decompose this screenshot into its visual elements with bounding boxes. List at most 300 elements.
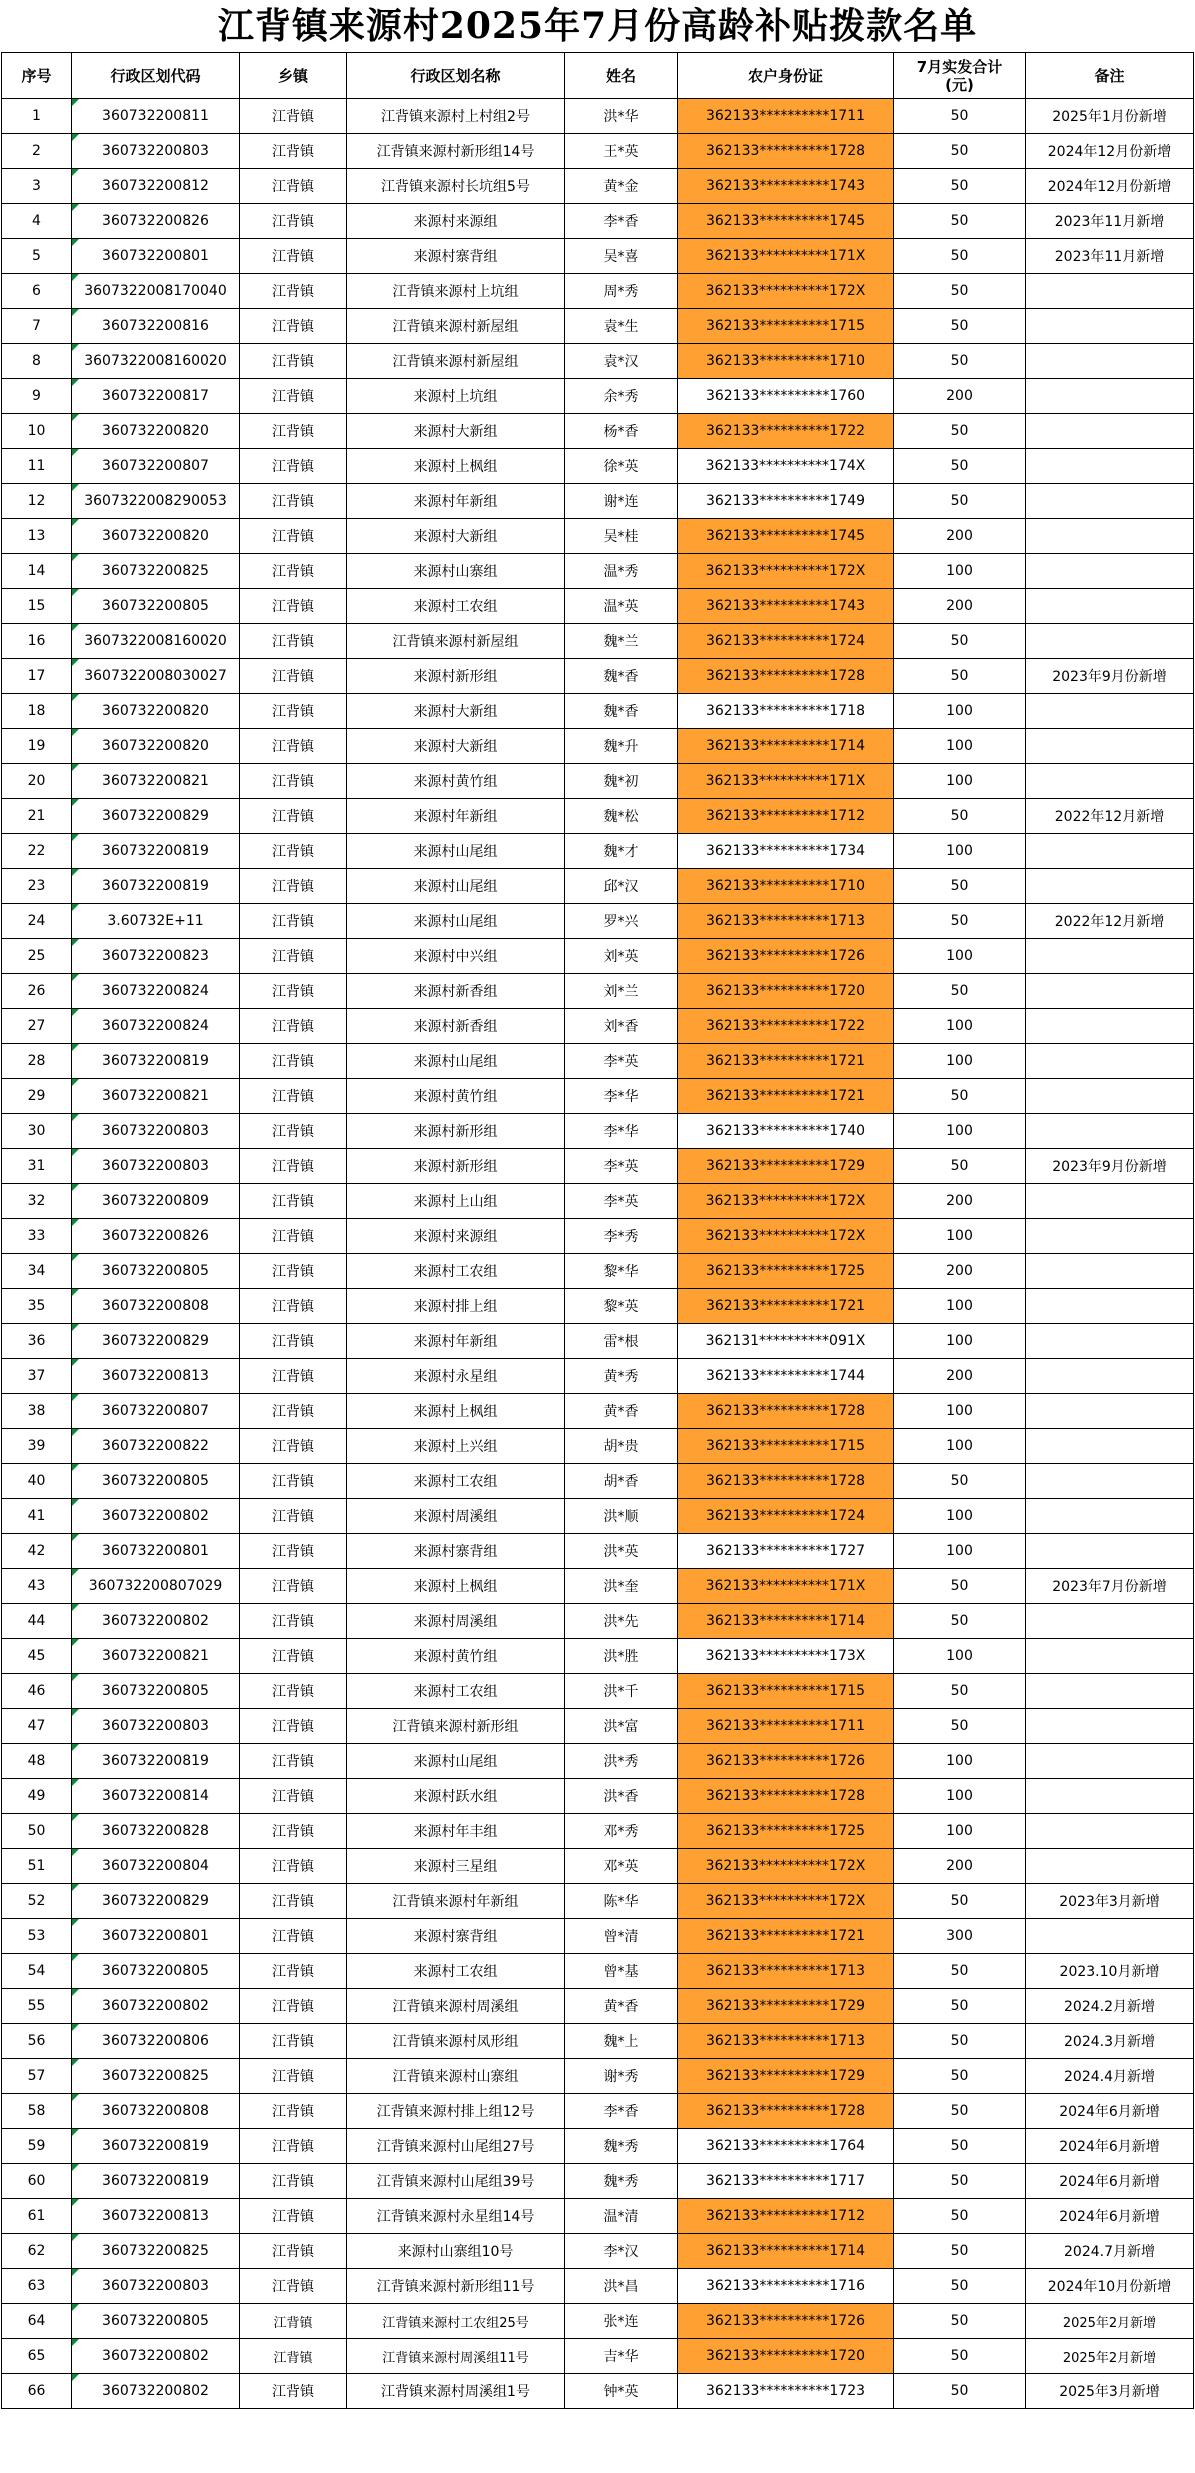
- cell-seq: 32: [2, 1184, 72, 1219]
- cell-seq: 43: [2, 1569, 72, 1604]
- cell-note: 2024年6月新增: [1026, 2199, 1194, 2234]
- cell-id: 362133**********1721: [678, 1044, 894, 1079]
- cell-amount: 50: [894, 2129, 1026, 2164]
- cell-note: [1026, 1779, 1194, 1814]
- cell-area-name: 来源村新香组: [347, 974, 565, 1009]
- table-row: [2, 659, 1194, 694]
- cell-amount: 50: [894, 2234, 1026, 2269]
- cell-name: 邓*英: [565, 1849, 678, 1884]
- cell-name: 魏*香: [565, 694, 678, 729]
- cell-amount: 100: [894, 1814, 1026, 1849]
- cell-name: 吴*桂: [565, 519, 678, 554]
- cell-note: [1026, 1079, 1194, 1114]
- cell-area-name: 江背镇来源村工农组25号: [347, 2304, 565, 2339]
- table-row: [2, 204, 1194, 239]
- cell-id: 362133**********1718: [678, 694, 894, 729]
- cell-amount: 50: [894, 1464, 1026, 1499]
- cell-note: [1026, 869, 1194, 904]
- cell-town: 江背镇: [240, 1114, 347, 1149]
- cell-town: 江背镇: [240, 2199, 347, 2234]
- table-row: [2, 1814, 1194, 1849]
- cell-name: 刘*英: [565, 939, 678, 974]
- cell-town: 江背镇: [240, 134, 347, 169]
- table-row: [2, 729, 1194, 764]
- cell-code: 3607322008290053: [72, 484, 240, 519]
- cell-area-name: 来源村上枫组: [347, 449, 565, 484]
- cell-town: 江背镇: [240, 2304, 347, 2339]
- cell-town: 江背镇: [240, 1079, 347, 1114]
- cell-town: 江背镇: [240, 1219, 347, 1254]
- cell-id: 362133**********1716: [678, 2269, 894, 2304]
- cell-id: 362133**********1724: [678, 1499, 894, 1534]
- cell-code: 360732200813: [72, 2199, 240, 2234]
- cell-town: 江背镇: [240, 1849, 347, 1884]
- cell-note: [1026, 1394, 1194, 1429]
- cell-id: 362133**********172X: [678, 1184, 894, 1219]
- cell-seq: 50: [2, 1814, 72, 1849]
- cell-amount: 50: [894, 2374, 1026, 2409]
- table-row: [2, 1884, 1194, 1919]
- cell-note: [1026, 589, 1194, 624]
- cell-note: 2024.2月新增: [1026, 1989, 1194, 2024]
- cell-note: 2022年12月新增: [1026, 904, 1194, 939]
- cell-amount: 50: [894, 1604, 1026, 1639]
- cell-id: 362133**********1715: [678, 309, 894, 344]
- cell-seq: 16: [2, 624, 72, 659]
- table-row: [2, 484, 1194, 519]
- cell-town: 江背镇: [240, 519, 347, 554]
- cell-amount: 50: [894, 799, 1026, 834]
- cell-note: 2024.3月新增: [1026, 2024, 1194, 2059]
- cell-id: 362133**********1721: [678, 1919, 894, 1954]
- cell-id: 362133**********1728: [678, 659, 894, 694]
- table-row: [2, 309, 1194, 344]
- table-body: [2, 99, 1194, 2409]
- cell-town: 江背镇: [240, 904, 347, 939]
- cell-amount: 50: [894, 239, 1026, 274]
- cell-code: 360732200808: [72, 2094, 240, 2129]
- cell-amount: 100: [894, 1394, 1026, 1429]
- cell-code: 360732200822: [72, 1429, 240, 1464]
- cell-name: 魏*兰: [565, 624, 678, 659]
- cell-name: 邓*秀: [565, 1814, 678, 1849]
- cell-seq: 8: [2, 344, 72, 379]
- cell-code: 360732200811: [72, 99, 240, 134]
- cell-seq: 46: [2, 1674, 72, 1709]
- cell-amount: 50: [894, 99, 1026, 134]
- subsidy-table: [1, 52, 1194, 2409]
- cell-id: 362133**********1715: [678, 1674, 894, 1709]
- table-row: [2, 869, 1194, 904]
- cell-name: 李*秀: [565, 1219, 678, 1254]
- cell-town: 江背镇: [240, 1499, 347, 1534]
- cell-code: 360732200826: [72, 1219, 240, 1254]
- cell-code: 360732200821: [72, 764, 240, 799]
- cell-seq: 52: [2, 1884, 72, 1919]
- cell-area-name: 来源村三星组: [347, 1849, 565, 1884]
- cell-note: [1026, 379, 1194, 414]
- cell-id: 362133**********1726: [678, 1744, 894, 1779]
- cell-name: 洪*富: [565, 1709, 678, 1744]
- cell-seq: 6: [2, 274, 72, 309]
- header-id: 农户身份证: [678, 53, 894, 99]
- cell-town: 江背镇: [240, 1674, 347, 1709]
- table-row: [2, 1149, 1194, 1184]
- cell-seq: 12: [2, 484, 72, 519]
- cell-note: [1026, 1464, 1194, 1499]
- cell-area-name: 来源村周溪组: [347, 1499, 565, 1534]
- table-row: [2, 1044, 1194, 1079]
- table-row: [2, 1429, 1194, 1464]
- cell-note: [1026, 1674, 1194, 1709]
- cell-id: 362133**********1722: [678, 1009, 894, 1044]
- cell-note: [1026, 1814, 1194, 1849]
- cell-note: 2023.10月新增: [1026, 1954, 1194, 1989]
- cell-seq: 45: [2, 1639, 72, 1674]
- cell-name: 李*华: [565, 1079, 678, 1114]
- cell-note: 2024年6月新增: [1026, 2094, 1194, 2129]
- cell-amount: 50: [894, 414, 1026, 449]
- table-row: [2, 1289, 1194, 1324]
- cell-code: 360732200802: [72, 1499, 240, 1534]
- cell-name: 李*香: [565, 204, 678, 239]
- cell-note: [1026, 1009, 1194, 1044]
- cell-name: 周*秀: [565, 274, 678, 309]
- cell-code: 360732200825: [72, 2234, 240, 2269]
- cell-town: 江背镇: [240, 1254, 347, 1289]
- cell-id: 362133**********1724: [678, 624, 894, 659]
- table-row: [2, 1744, 1194, 1779]
- cell-note: 2024年6月新增: [1026, 2129, 1194, 2164]
- table-row: [2, 1569, 1194, 1604]
- cell-town: 江背镇: [240, 2234, 347, 2269]
- cell-name: 刘*兰: [565, 974, 678, 1009]
- cell-note: [1026, 484, 1194, 519]
- cell-area-name: 来源村大新组: [347, 414, 565, 449]
- table-row: [2, 1009, 1194, 1044]
- cell-seq: 35: [2, 1289, 72, 1324]
- cell-area-name: 来源村上山组: [347, 1184, 565, 1219]
- cell-name: 吉*华: [565, 2339, 678, 2374]
- cell-amount: 300: [894, 1919, 1026, 1954]
- table-row: [2, 764, 1194, 799]
- cell-code: 360732200819: [72, 869, 240, 904]
- page-title: 江背镇来源村2025年7月份高龄补贴拨款名单: [217, 5, 978, 47]
- cell-town: 江背镇: [240, 1289, 347, 1324]
- cell-amount: 50: [894, 169, 1026, 204]
- cell-seq: 64: [2, 2304, 72, 2339]
- header-code: 行政区划代码: [72, 53, 240, 99]
- cell-town: 江背镇: [240, 414, 347, 449]
- cell-seq: 13: [2, 519, 72, 554]
- cell-amount: 100: [894, 1499, 1026, 1534]
- table-row: [2, 1534, 1194, 1569]
- cell-town: 江背镇: [240, 2129, 347, 2164]
- cell-id: 362133**********1722: [678, 414, 894, 449]
- cell-area-name: 来源村上枫组: [347, 1569, 565, 1604]
- cell-name: 邱*汉: [565, 869, 678, 904]
- cell-area-name: 江背镇来源村排上组12号: [347, 2094, 565, 2129]
- cell-note: 2023年3月新增: [1026, 1884, 1194, 1919]
- cell-area-name: 江背镇来源村上坑组: [347, 274, 565, 309]
- cell-note: 2025年3月新增: [1026, 2374, 1194, 2409]
- cell-code: 360732200813: [72, 1359, 240, 1394]
- cell-name: 黄*秀: [565, 1359, 678, 1394]
- cell-name: 魏*松: [565, 799, 678, 834]
- cell-id: 362133**********1713: [678, 1954, 894, 1989]
- cell-id: 362133**********1712: [678, 2199, 894, 2234]
- cell-seq: 56: [2, 2024, 72, 2059]
- cell-seq: 47: [2, 1709, 72, 1744]
- cell-id: 362133**********1743: [678, 169, 894, 204]
- cell-seq: 39: [2, 1429, 72, 1464]
- cell-code: 360732200824: [72, 1009, 240, 1044]
- cell-amount: 50: [894, 2304, 1026, 2339]
- cell-id: 362133**********174X: [678, 449, 894, 484]
- table-row: [2, 2094, 1194, 2129]
- cell-amount: 50: [894, 659, 1026, 694]
- cell-area-name: 来源村上枫组: [347, 1394, 565, 1429]
- cell-area-name: 来源村排上组: [347, 1289, 565, 1324]
- cell-id: 362133**********1725: [678, 1814, 894, 1849]
- cell-amount: 50: [894, 1884, 1026, 1919]
- cell-town: 江背镇: [240, 659, 347, 694]
- cell-note: [1026, 449, 1194, 484]
- cell-town: 江背镇: [240, 1604, 347, 1639]
- cell-town: 江背镇: [240, 694, 347, 729]
- cell-code: 360732200820: [72, 694, 240, 729]
- cell-code: 360732200825: [72, 2059, 240, 2094]
- cell-amount: 100: [894, 1429, 1026, 1464]
- cell-seq: 41: [2, 1499, 72, 1534]
- cell-area-name: 江背镇来源村长坑组5号: [347, 169, 565, 204]
- cell-note: [1026, 1534, 1194, 1569]
- cell-area-name: 来源村工农组: [347, 589, 565, 624]
- cell-id: 362133**********1713: [678, 904, 894, 939]
- cell-town: 江背镇: [240, 1919, 347, 1954]
- cell-name: 余*秀: [565, 379, 678, 414]
- cell-code: 360732200829: [72, 1324, 240, 1359]
- cell-code: 360732200828: [72, 1814, 240, 1849]
- cell-seq: 63: [2, 2269, 72, 2304]
- cell-town: 江背镇: [240, 729, 347, 764]
- cell-code: 360732200812: [72, 169, 240, 204]
- cell-amount: 100: [894, 1779, 1026, 1814]
- cell-seq: 48: [2, 1744, 72, 1779]
- cell-seq: 14: [2, 554, 72, 589]
- cell-amount: 50: [894, 1149, 1026, 1184]
- cell-town: 江背镇: [240, 1569, 347, 1604]
- table-row: [2, 1639, 1194, 1674]
- cell-area-name: 江背镇来源村新形组: [347, 1709, 565, 1744]
- cell-name: 钟*英: [565, 2374, 678, 2409]
- cell-id: 362133**********1711: [678, 99, 894, 134]
- cell-seq: 40: [2, 1464, 72, 1499]
- table-row: [2, 624, 1194, 659]
- cell-code: 360732200809: [72, 1184, 240, 1219]
- table-row: [2, 1359, 1194, 1394]
- cell-code: 360732200814: [72, 1779, 240, 1814]
- table-row: [2, 2269, 1194, 2304]
- cell-name: 雷*根: [565, 1324, 678, 1359]
- cell-name: 王*英: [565, 134, 678, 169]
- cell-area-name: 来源村大新组: [347, 519, 565, 554]
- cell-seq: 60: [2, 2164, 72, 2199]
- cell-area-name: 来源村山尾组: [347, 1744, 565, 1779]
- header-amount: 7月实发合计 (元): [894, 53, 1026, 99]
- cell-area-name: 来源村山寨组: [347, 554, 565, 589]
- table-row: [2, 589, 1194, 624]
- cell-name: 李*英: [565, 1149, 678, 1184]
- cell-id: 362133**********1728: [678, 1464, 894, 1499]
- cell-code: 360732200805: [72, 1954, 240, 1989]
- cell-seq: 1: [2, 99, 72, 134]
- table-row: [2, 2234, 1194, 2269]
- cell-area-name: 来源村跃水组: [347, 1779, 565, 1814]
- cell-id: 362133**********1721: [678, 1289, 894, 1324]
- cell-town: 江背镇: [240, 1884, 347, 1919]
- cell-amount: 50: [894, 974, 1026, 1009]
- cell-name: 黎*英: [565, 1289, 678, 1324]
- table-row: [2, 1254, 1194, 1289]
- cell-area-name: 江背镇来源村周溪组: [347, 1989, 565, 2024]
- cell-name: 洪*先: [565, 1604, 678, 1639]
- cell-id: 362133**********1744: [678, 1359, 894, 1394]
- cell-note: 2023年9月份新增: [1026, 1149, 1194, 1184]
- cell-note: [1026, 519, 1194, 554]
- cell-name: 洪*香: [565, 1779, 678, 1814]
- cell-note: 2023年11月新增: [1026, 204, 1194, 239]
- cell-code: 360732200820: [72, 519, 240, 554]
- cell-town: 江背镇: [240, 1814, 347, 1849]
- cell-note: [1026, 1429, 1194, 1464]
- cell-seq: 20: [2, 764, 72, 799]
- cell-id: 362133**********1764: [678, 2129, 894, 2164]
- table-row: [2, 694, 1194, 729]
- cell-note: 2024.4月新增: [1026, 2059, 1194, 2094]
- cell-note: [1026, 1184, 1194, 1219]
- cell-area-name: 来源村山寨组10号: [347, 2234, 565, 2269]
- cell-town: 江背镇: [240, 2059, 347, 2094]
- table-row: [2, 1219, 1194, 1254]
- cell-name: 杨*香: [565, 414, 678, 449]
- cell-seq: 10: [2, 414, 72, 449]
- cell-area-name: 江背镇来源村山尾组27号: [347, 2129, 565, 2164]
- cell-seq: 33: [2, 1219, 72, 1254]
- cell-area-name: 来源村中兴组: [347, 939, 565, 974]
- cell-note: 2025年1月份新增: [1026, 99, 1194, 134]
- cell-note: 2023年9月份新增: [1026, 659, 1194, 694]
- cell-note: [1026, 834, 1194, 869]
- cell-amount: 50: [894, 134, 1026, 169]
- cell-note: [1026, 729, 1194, 764]
- cell-code: 360732200823: [72, 939, 240, 974]
- cell-area-name: 来源村工农组: [347, 1674, 565, 1709]
- cell-amount: 100: [894, 1219, 1026, 1254]
- cell-name: 洪*华: [565, 99, 678, 134]
- table-row: [2, 414, 1194, 449]
- cell-name: 曾*清: [565, 1919, 678, 1954]
- cell-seq: 31: [2, 1149, 72, 1184]
- cell-seq: 61: [2, 2199, 72, 2234]
- cell-area-name: 江背镇来源村新屋组: [347, 309, 565, 344]
- cell-area-name: 来源村大新组: [347, 694, 565, 729]
- cell-note: [1026, 1044, 1194, 1079]
- cell-area-name: 江背镇来源村山寨组: [347, 2059, 565, 2094]
- table-row: [2, 1989, 1194, 2024]
- cell-code: 360732200805: [72, 1254, 240, 1289]
- cell-amount: 50: [894, 1079, 1026, 1114]
- cell-town: 江背镇: [240, 2374, 347, 2409]
- cell-seq: 27: [2, 1009, 72, 1044]
- cell-code: 360732200820: [72, 729, 240, 764]
- cell-name: 魏*秀: [565, 2129, 678, 2164]
- cell-area-name: 来源村寨背组: [347, 1919, 565, 1954]
- cell-id: 362133**********1745: [678, 204, 894, 239]
- cell-seq: 49: [2, 1779, 72, 1814]
- cell-note: 2024年6月新增: [1026, 2164, 1194, 2199]
- cell-code: 360732200801: [72, 239, 240, 274]
- cell-code: 360732200808: [72, 1289, 240, 1324]
- cell-id: 362133**********173X: [678, 1639, 894, 1674]
- cell-area-name: 来源村山尾组: [347, 1044, 565, 1079]
- cell-seq: 53: [2, 1919, 72, 1954]
- cell-seq: 2: [2, 134, 72, 169]
- cell-seq: 44: [2, 1604, 72, 1639]
- cell-id: 362133**********1723: [678, 2374, 894, 2409]
- table-row: [2, 274, 1194, 309]
- header-area-name: 行政区划名称: [347, 53, 565, 99]
- cell-code: 360732200821: [72, 1079, 240, 1114]
- cell-amount: 200: [894, 1359, 1026, 1394]
- cell-note: [1026, 1849, 1194, 1884]
- cell-id: 362133**********1726: [678, 2304, 894, 2339]
- cell-note: [1026, 1604, 1194, 1639]
- cell-seq: 55: [2, 1989, 72, 2024]
- cell-area-name: 来源村黄竹组: [347, 1079, 565, 1114]
- cell-area-name: 来源村黄竹组: [347, 1639, 565, 1674]
- cell-note: 2024.7月新增: [1026, 2234, 1194, 2269]
- cell-code: 360732200817: [72, 379, 240, 414]
- cell-code: 360732200825: [72, 554, 240, 589]
- cell-amount: 100: [894, 1744, 1026, 1779]
- cell-town: 江背镇: [240, 2024, 347, 2059]
- table-row: [2, 799, 1194, 834]
- cell-note: [1026, 694, 1194, 729]
- cell-name: 魏*初: [565, 764, 678, 799]
- cell-amount: 50: [894, 484, 1026, 519]
- cell-id: 362133**********172X: [678, 274, 894, 309]
- cell-town: 江背镇: [240, 554, 347, 589]
- cell-amount: 50: [894, 1709, 1026, 1744]
- cell-code: 360732200801: [72, 1919, 240, 1954]
- cell-area-name: 来源村年新组: [347, 1324, 565, 1359]
- cell-id: 362133**********171X: [678, 1569, 894, 1604]
- cell-note: [1026, 309, 1194, 344]
- cell-seq: 51: [2, 1849, 72, 1884]
- cell-code: 3607322008160020: [72, 344, 240, 379]
- cell-name: 魏*香: [565, 659, 678, 694]
- cell-town: 江背镇: [240, 169, 347, 204]
- table-row: [2, 134, 1194, 169]
- cell-code: 360732200819: [72, 2164, 240, 2199]
- table-row: [2, 1464, 1194, 1499]
- cell-amount: 100: [894, 939, 1026, 974]
- cell-seq: 23: [2, 869, 72, 904]
- cell-note: [1026, 624, 1194, 659]
- cell-note: [1026, 1254, 1194, 1289]
- cell-name: 袁*生: [565, 309, 678, 344]
